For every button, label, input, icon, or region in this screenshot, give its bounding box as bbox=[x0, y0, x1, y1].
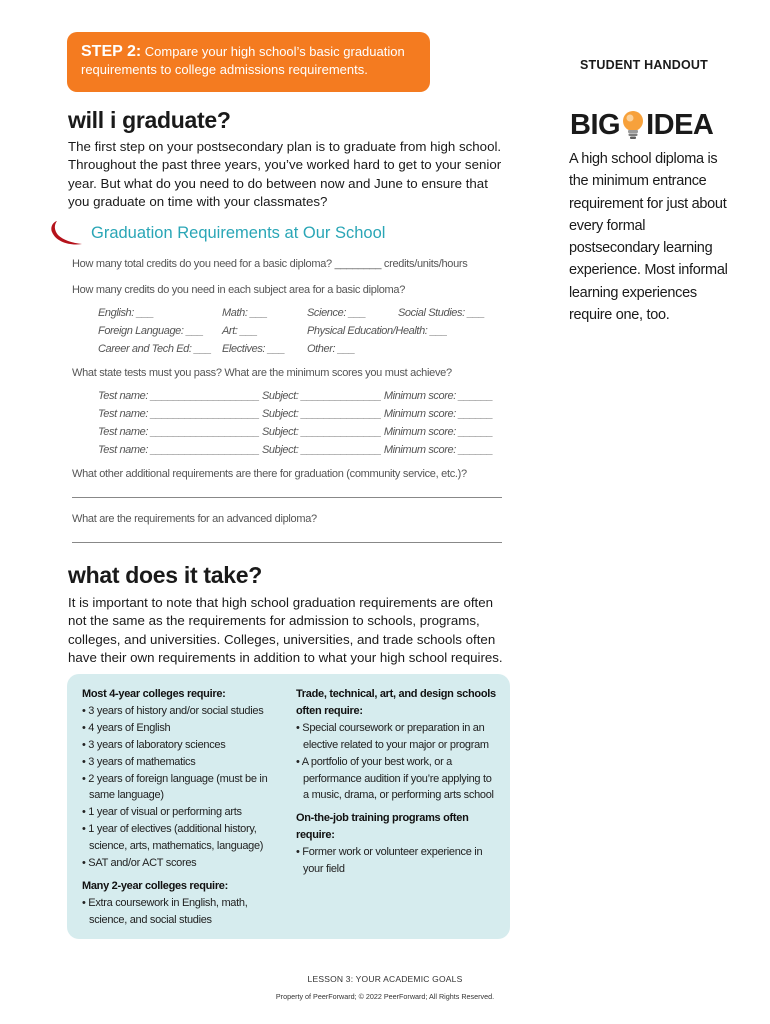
trade-column bbox=[296, 686, 496, 878]
list-item: • Special coursework or preparation in an elective related to your major or program bbox=[296, 721, 489, 751]
fill-other: Other: ___ bbox=[307, 343, 355, 355]
question-other-requirements: What other additional requirements are there for graduation (community service, etc.)? bbox=[72, 468, 467, 480]
big-idea-title bbox=[570, 106, 713, 144]
list-item: • 3 years of mathematics bbox=[82, 755, 196, 768]
grad-requirements-title-text: Graduation Requirements at Our School bbox=[91, 223, 386, 242]
question-total-credits: How many total credits do you need for a basic diploma? ________ credits/units/hours bbox=[72, 258, 468, 270]
section-heading-what-does-it-take: what does it take? bbox=[68, 562, 262, 588]
swoosh-icon bbox=[48, 218, 86, 248]
test-row: Test name: ___________________ Subject: ______________ Minimum score: ______ bbox=[98, 390, 493, 402]
list-item: • 1 year of electives (additional history, science, arts, mathematics, language) bbox=[82, 823, 264, 853]
section2-intro: It is important to note that high school graduation requirements are often not the same as the requirements for admission to schools, programs, colleges, and universities. Colleges, universities, and trade schools often have their own requirements in addition to what your high school requires. bbox=[68, 595, 503, 665]
fill-physical-education: Physical Education/Health: ___ bbox=[307, 325, 448, 337]
section1-intro: The first step on your postsecondary plan is to graduate from high school. Throughout the past three years, you’ve worked hard to get to your senior year. But what do you need to do between now and June to ensure that you graduate on time with your classmates? bbox=[68, 139, 502, 209]
fill-electives: Electives: ___ bbox=[222, 343, 285, 355]
step-label: STEP 2: bbox=[81, 43, 142, 60]
step-text-line1: Compare your high school’s basic graduation bbox=[144, 44, 405, 59]
fill-career-tech: Career and Tech Ed: ___ bbox=[98, 343, 212, 355]
question-subject-credits: How many credits do you need in each subject area for a basic diploma? bbox=[72, 284, 406, 296]
fill-foreign-language: Foreign Language: ___ bbox=[98, 325, 204, 337]
list-item: • 4 years of English bbox=[82, 721, 171, 734]
test-row: Test name: ___________________ Subject: ______________ Minimum score: ______ bbox=[98, 444, 493, 456]
fill-science: Science: ___ bbox=[307, 307, 366, 319]
list-item: • 2 years of foreign language (must be in same language) bbox=[82, 772, 268, 802]
list-item: • 1 year of visual or performing arts bbox=[82, 806, 242, 819]
list-item: • SAT and/or ACT scores bbox=[82, 857, 197, 870]
big-idea-title-left: BIG bbox=[570, 108, 621, 141]
four-year-header: Most 4-year colleges require: bbox=[82, 688, 226, 700]
answer-line bbox=[72, 542, 502, 543]
step-text-line2: requirements to college admissions requirements. bbox=[81, 62, 368, 77]
grad-requirements-title bbox=[48, 218, 385, 248]
answer-line bbox=[72, 497, 502, 498]
four-year-column bbox=[82, 686, 282, 929]
lightbulb-icon bbox=[621, 108, 645, 142]
handout-label: STUDENT HANDOUT bbox=[580, 58, 708, 72]
big-idea-title-right: IDEA bbox=[646, 108, 714, 141]
list-item: • 3 years of history and/or social studies bbox=[82, 704, 264, 717]
test-row: Test name: ___________________ Subject: ______________ Minimum score: ______ bbox=[98, 426, 493, 438]
list-item: • Former work or volunteer experience in your field bbox=[296, 846, 483, 876]
list-item: • A portfolio of your best work, or a performance audition if you’re applying to a music, drama, or performing arts school bbox=[296, 755, 494, 802]
ojt-header: On-the-job training programs often require: bbox=[296, 812, 469, 842]
trade-header: Trade, technical, art, and design schools often require: bbox=[296, 688, 496, 717]
footer-lesson: LESSON 3: YOUR ACADEMIC GOALS bbox=[307, 974, 463, 984]
two-year-header: Many 2-year colleges require: bbox=[82, 879, 228, 892]
section-heading-will-i-graduate: will i graduate? bbox=[68, 107, 231, 133]
big-idea-text: A high school diploma is the minimum entrance requirement for just about every formal postsecondary learning experience. Most informal learning experiences require one, too. bbox=[569, 151, 728, 324]
question-advanced-diploma: What are the requirements for an advanced diploma? bbox=[72, 513, 317, 525]
test-row: Test name: ___________________ Subject: ______________ Minimum score: ______ bbox=[98, 408, 493, 420]
fill-art: Art: ___ bbox=[222, 325, 258, 337]
list-item: • Extra coursework in English, math, science, and social studies bbox=[82, 896, 248, 926]
fill-english: English: ___ bbox=[98, 307, 154, 319]
footer-copyright: Property of PeerForward; © 2022 PeerForward; All Rights Reserved. bbox=[275, 992, 495, 1001]
step-banner bbox=[67, 32, 430, 92]
fill-math: Math: ___ bbox=[222, 307, 268, 319]
list-item: • 3 years of laboratory sciences bbox=[82, 738, 226, 751]
fill-social-studies: Social Studies: ___ bbox=[398, 307, 485, 319]
question-state-tests: What state tests must you pass? What are the minimum scores you must achieve? bbox=[72, 367, 452, 379]
